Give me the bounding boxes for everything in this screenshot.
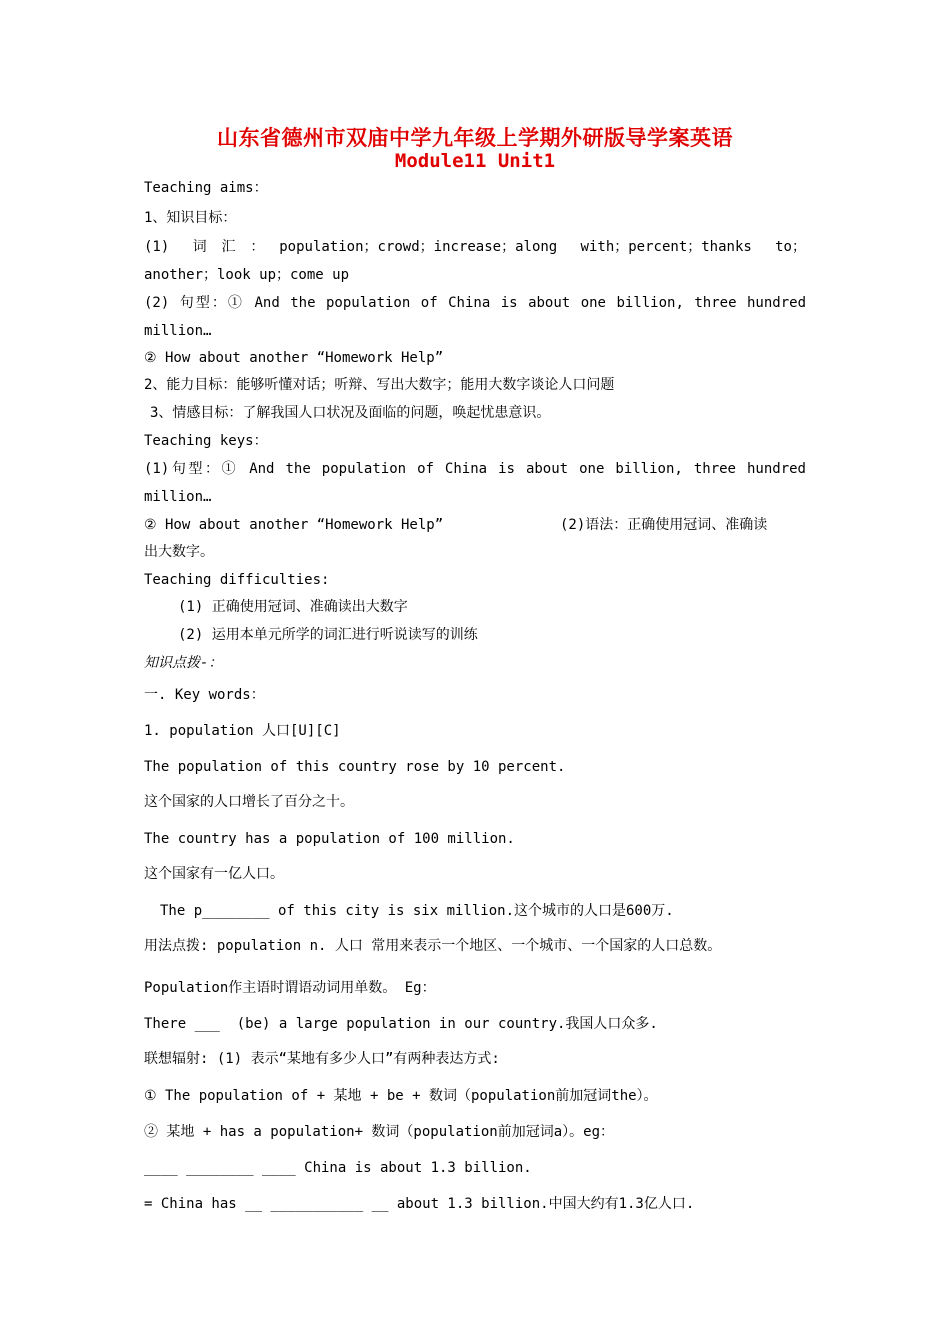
keys-sentence-2: ② How about another “Homework Help”: [144, 517, 444, 533]
example-translation-2: 这个国家有一亿人口。: [144, 866, 284, 882]
knowledge-goal-heading: 1、知识目标：: [144, 210, 237, 226]
difficulty-item-2: (2) 运用本单元所学的词汇进行听说读写的训练: [178, 627, 478, 643]
knowledge-tips-heading: 知识点拨-：: [144, 655, 223, 671]
teaching-keys-heading: Teaching keys：: [144, 433, 268, 449]
fill-blank-exercise-1: The p________ of this city is six million.这个城市的人口是600万.: [160, 903, 674, 919]
sentence-pattern-line-cont: million…: [144, 323, 212, 339]
example-sentence-2: The country has a population of 100 million.: [144, 831, 515, 847]
expression-1: ① The population of + 某地 + be + 数词（population前加冠词the）。: [144, 1088, 658, 1104]
keys-sentence-line: (1)句型：① And the population of China is about one billion, three hundred: [144, 461, 806, 477]
sentence-pattern-line: (2) 句型：① And the population of China is about one billion, three hundred: [144, 295, 806, 311]
keys-sentence-line-cont: million…: [144, 489, 212, 505]
association-heading: 联想辐射: (1) 表示“某地有多少人口”有两种表达方式:: [144, 1051, 500, 1067]
vocabulary-line-cont: another；look up；come up: [144, 267, 350, 283]
difficulty-item-1: (1) 正确使用冠词、准确读出大数字: [178, 599, 408, 615]
teaching-aims-heading: Teaching aims：: [144, 180, 268, 196]
teaching-difficulties-heading: Teaching difficulties:: [144, 572, 330, 588]
fill-blank-exercise-4: = China has __ ___________ __ about 1.3 billion.中国大约有1.3亿人口.: [144, 1196, 695, 1212]
usage-note-2: Population作主语时谓语动词用单数。 Eg：: [144, 980, 436, 996]
ability-goal-line: 2、能力目标：能够听懂对话；听辩、写出大数字；能用大数字谈论人口问题: [144, 377, 615, 393]
emotion-goal-line: 3、情感目标：了解我国人口状况及面临的问题，唤起忧患意识。: [150, 405, 551, 421]
document-title: 山东省德州市双庙中学九年级上学期外研版导学案英语: [217, 125, 733, 150]
keys-grammar-cont: 出大数字。: [144, 544, 214, 560]
usage-note: 用法点拨: population n. 人口 常用来表示一个地区、一个城市、一个国家的人口总数。: [144, 938, 722, 954]
fill-blank-exercise-3: ____ ________ ____ China is about 1.3 billion.: [144, 1160, 532, 1176]
fill-blank-exercise-2: There ___ (be) a large population in our country.我国人口众多.: [144, 1016, 658, 1032]
example-sentence-1: The population of this country rose by 10 percent.: [144, 759, 566, 775]
expression-2: ② 某地 + has a population+ 数词（population前加冠词a）。eg：: [144, 1124, 615, 1140]
key-words-heading: 一. Key words：: [144, 687, 265, 703]
keys-grammar: (2)语法：正确使用冠词、准确读: [560, 517, 768, 533]
document-subtitle: Module11 Unit1: [394, 150, 556, 172]
example-translation-1: 这个国家的人口增长了百分之十。: [144, 794, 354, 810]
word-population: 1. population 人口[U][C]: [144, 723, 341, 739]
vocabulary-line: (1) 词汇：population；crowd；increase；along with；percent；thanks to；: [144, 239, 806, 255]
sentence-pattern-2: ② How about another “Homework Help”: [144, 350, 444, 366]
